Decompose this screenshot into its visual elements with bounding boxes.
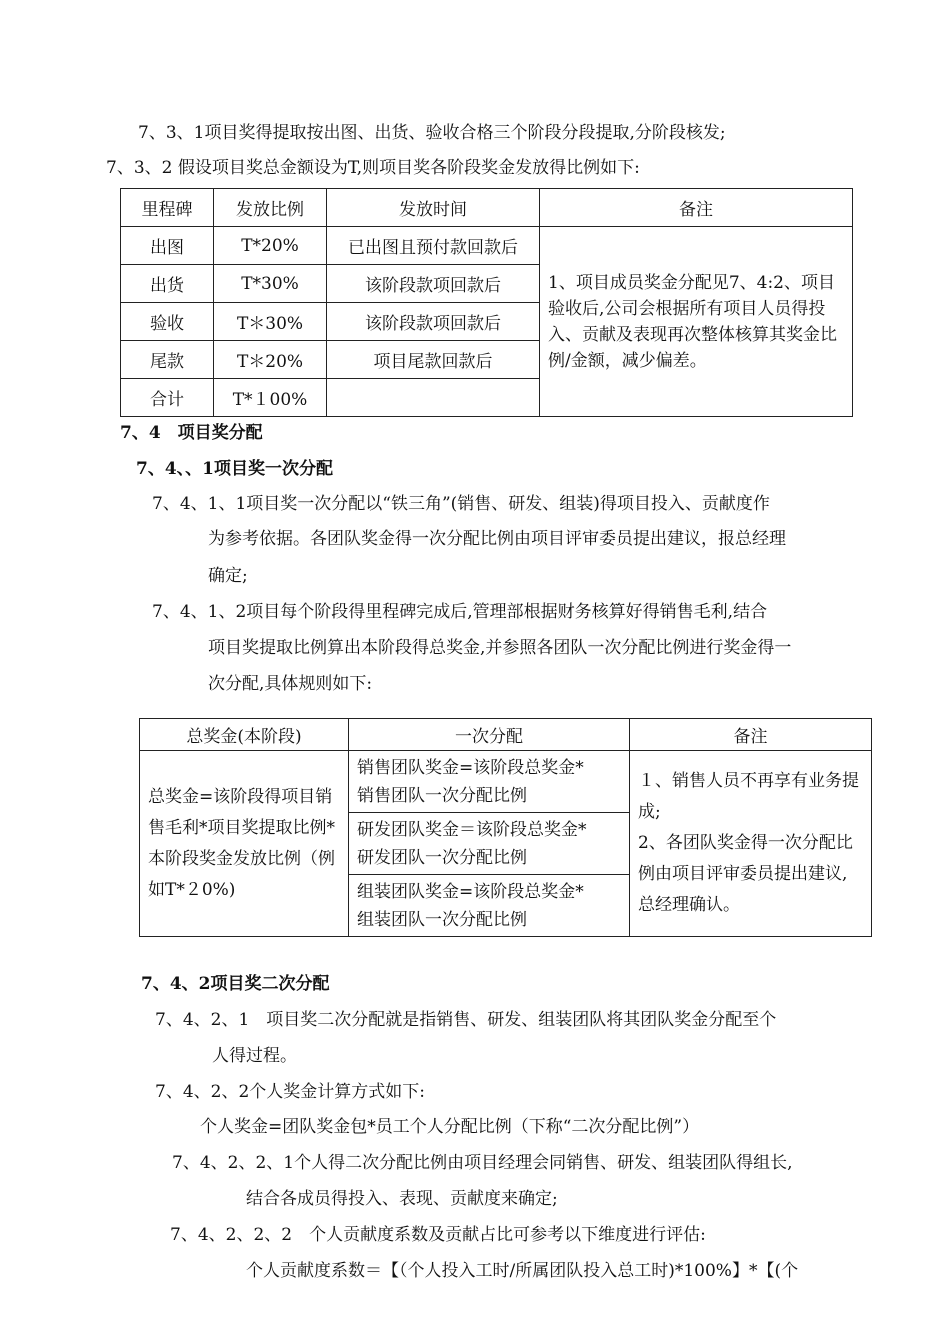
- table-header: 发放时间: [327, 189, 540, 227]
- table-cell: T*30%: [214, 265, 327, 303]
- clause-7-4-2-2-2: 7、4、2、2、2 个人贡献度系数及贡献占比可参考以下维度进行评估:: [170, 1225, 706, 1245]
- clause-7-4-1-2-cont: 项目奖提取比例算出本阶段得总奖金,并参照各团队一次分配比例进行奖金得一: [208, 638, 792, 658]
- milestone-table: [120, 188, 853, 417]
- table-cell: 出图: [121, 227, 214, 265]
- milestone-note: 1、项目成员奖金分配见7、4:2、项目验收后,公司会根据所有项目人员得投入、贡献及表现再次整体核算其奖金比例/金额，减少偏差。: [540, 227, 853, 417]
- table-cell: T＊20%: [214, 341, 327, 379]
- split-line: 销售团队奖金=该阶段总奖金*: [357, 757, 584, 778]
- table-cell: 已出图且预付款回款后: [327, 227, 540, 265]
- split-line: 组装团队奖金=该阶段总奖金*: [357, 881, 584, 902]
- clause-7-4-1-2-cont: 次分配,具体规则如下:: [208, 674, 373, 694]
- table-cell: 该阶段款项回款后: [327, 303, 540, 341]
- distribution-table: [139, 718, 872, 937]
- clause-7-4-2-1: 7、4、2、1 项目奖二次分配就是指销售、研发、组装团队将其团队奖金分配至个: [155, 1010, 777, 1030]
- table-header: 里程碑: [121, 189, 214, 227]
- table-cell: T＊30%: [214, 303, 327, 341]
- formula-personal-bonus: 个人奖金=团队奖金包*员工个人分配比例（下称“二次分配比例”）: [200, 1117, 700, 1137]
- section-heading-7-4-1: 7、4、、1项目奖一次分配: [136, 459, 333, 479]
- clause-7-3-1: 7、3、1项目奖得提取按出图、出货、验收合格三个阶段分段提取,分阶段核发;: [138, 123, 726, 143]
- clause-7-4-1-1: 7、4、1、1项目奖一次分配以“铁三角”(销售、研发、组装)得项目投入、贡献度作: [152, 494, 770, 514]
- table-cell: 项目尾款回款后: [327, 341, 540, 379]
- clause-7-4-2-2-1: 7、4、2、2、1个人得二次分配比例由项目经理会同销售、研发、组装团队得组长,: [172, 1153, 793, 1173]
- table-header-row: [140, 719, 872, 751]
- table-header: 备注: [630, 719, 872, 751]
- clause-7-4-1-2: 7、4、1、2项目每个阶段得里程碑完成后,管理部根据财务核算好得销售毛利,结合: [152, 602, 768, 622]
- table-header: 发放比例: [214, 189, 327, 227]
- table-header: 总奖金(本阶段): [140, 719, 349, 751]
- table-cell: [327, 379, 540, 417]
- table-cell: 尾款: [121, 341, 214, 379]
- note-line: 2、各团队奖金得一次分配比例由项目评审委员提出建议,总经理确认。: [638, 833, 853, 915]
- split-line: 研发团队一次分配比例: [357, 847, 527, 868]
- table-cell: 出货: [121, 265, 214, 303]
- split-cell: [349, 875, 630, 937]
- section-heading-7-4: 7、4 项目奖分配: [120, 423, 263, 443]
- split-cell: [349, 813, 630, 875]
- clause-7-4-2-2: 7、4、2、2个人奖金计算方式如下:: [155, 1082, 425, 1102]
- clause-7-3-2: 7、3、2 假设项目奖总金额设为T,则项目奖各阶段奖金发放得比例如下:: [106, 158, 640, 178]
- note-line: １、销售人员不再享有业务提成;: [638, 771, 859, 822]
- formula-contribution: 个人贡献度系数＝【（个人投入工时/所属团队投入总工时)*100%】*【(个: [246, 1261, 799, 1281]
- clause-7-4-2-1-cont: 人得过程。: [212, 1046, 297, 1066]
- table-header-row: [121, 189, 853, 227]
- split-cell: [349, 751, 630, 813]
- clause-7-4-2-2-1-cont: 结合各成员得投入、表现、贡献度来确定;: [246, 1189, 558, 1209]
- section-heading-7-4-2: 7、4、2项目奖二次分配: [141, 974, 330, 994]
- table-cell: T*１00%: [214, 379, 327, 417]
- clause-7-4-1-1-cont: 确定;: [208, 566, 248, 586]
- table-row: [121, 227, 853, 265]
- table-header: 备注: [540, 189, 853, 227]
- table-cell: 该阶段款项回款后: [327, 265, 540, 303]
- table-row: [140, 751, 872, 813]
- clause-7-4-1-1-cont: 为参考依据。各团队奖金得一次分配比例由项目评审委员提出建议，报总经理: [208, 529, 786, 549]
- table-header: 一次分配: [349, 719, 630, 751]
- distribution-note: [630, 751, 872, 937]
- total-bonus-cell: 总奖金=该阶段得项目销售毛利*项目奖提取比例*本阶段奖金发放比例（例如T*２0%): [140, 751, 349, 937]
- split-line: 研发团队奖金＝该阶段总奖金*: [357, 819, 587, 840]
- table-cell: 合计: [121, 379, 214, 417]
- split-line: 组装团队一次分配比例: [357, 909, 527, 930]
- table-cell: T*20%: [214, 227, 327, 265]
- split-line: 销售团队一次分配比例: [357, 785, 527, 806]
- table-cell: 验收: [121, 303, 214, 341]
